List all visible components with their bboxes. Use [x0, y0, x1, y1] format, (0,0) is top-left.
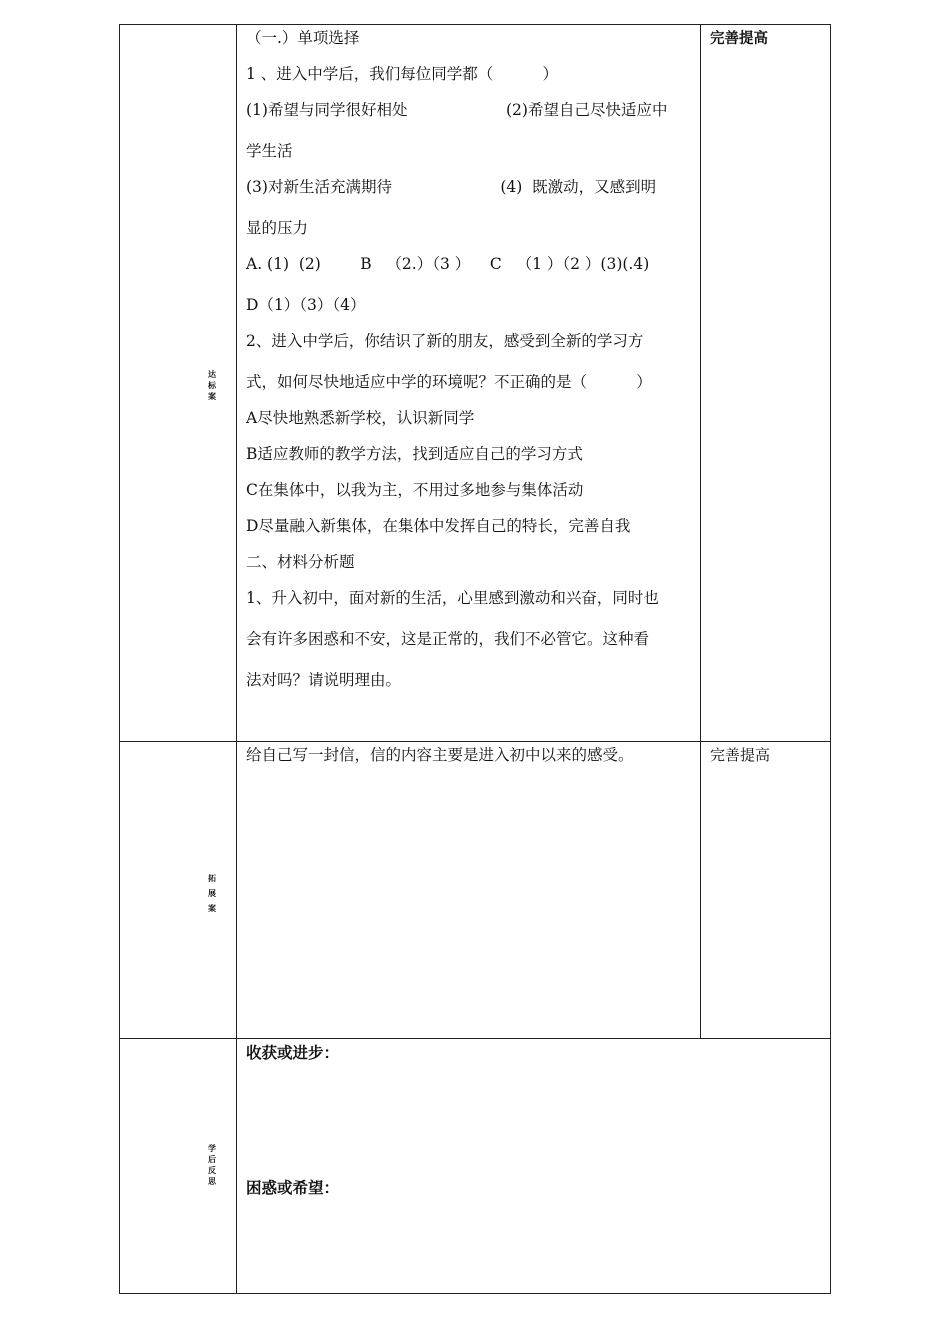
table-row-divider-2: [119, 1038, 831, 1039]
section-label-dabiao: 达 标 案: [208, 369, 216, 401]
question-2-option-a: A尽快地熟悉新学校，认识新同学: [246, 409, 475, 427]
question-2-option-c: C在集体中，以我为主，不用过多地参与集体活动: [246, 481, 584, 499]
table-row-divider-1: [119, 741, 831, 742]
question-1-option-line-1: (1)希望与同学很好相处 (2)希望自己尽快适应中: [246, 101, 668, 119]
section-label-tuozhan: 拓 展 案: [208, 873, 216, 913]
question-1-answer-d: D（1）（3）（4）: [246, 296, 366, 314]
question-2-stem-line-2: 式，如何尽快地适应中学的环境呢？不正确的是（ ）: [246, 373, 652, 391]
table-border-right: [830, 24, 831, 1294]
table-divider-side: [700, 24, 701, 1038]
table-border-left: [119, 24, 120, 1294]
question-heading-analysis: 二、材料分析题: [246, 553, 355, 571]
analysis-question-line-2: 会有许多困惑和不安，这是正常的，我们不必管它。这种看: [246, 630, 650, 648]
analysis-question-line-3: 法对吗？请说明理由。: [246, 671, 402, 689]
analysis-question-line-1: 1、升入初中，面对新的生活，心里感到激动和兴奋，同时也: [246, 589, 659, 607]
side-note-dabiao: 完善提高: [710, 31, 768, 47]
table-border-bottom: [119, 1293, 831, 1294]
question-2-option-d: D尽量融入新集体，在集体中发挥自己的特长，完善自我: [246, 517, 631, 535]
question-1-stem: 1 、进入中学后，我们每位同学都（ ）: [246, 65, 559, 83]
question-1-option-line-2: 学生活: [246, 142, 293, 160]
reflection-gain-label: 收获或进步：: [246, 1044, 340, 1062]
side-note-tuozhan: 完善提高: [710, 746, 771, 764]
table-divider-label: [236, 24, 237, 1294]
extension-task: 给自己写一封信，信的内容主要是进入初中以来的感受。: [246, 746, 634, 764]
question-1-option-line-3: (3)对新生活充满期待 (4) 既激动，又感到明: [246, 178, 657, 196]
question-2-stem-line-1: 2、进入中学后，你结识了新的朋友，感受到全新的学习方: [246, 332, 644, 350]
table-border-top: [119, 24, 831, 25]
question-2-option-b: B适应教师的教学方法，找到适应自己的学习方式: [246, 445, 583, 463]
reflection-doubt-label: 困惑或希望：: [246, 1179, 340, 1197]
section-label-xuehou: 学 后 反 思: [208, 1143, 216, 1186]
question-1-answers: A. (1) (2) B （2.）（3 ） C （1 ）（2 ）(3)(.4): [246, 255, 650, 273]
question-1-option-line-4: 显的压力: [246, 219, 309, 237]
question-heading-single-choice: （一.）单项选择: [246, 29, 360, 47]
